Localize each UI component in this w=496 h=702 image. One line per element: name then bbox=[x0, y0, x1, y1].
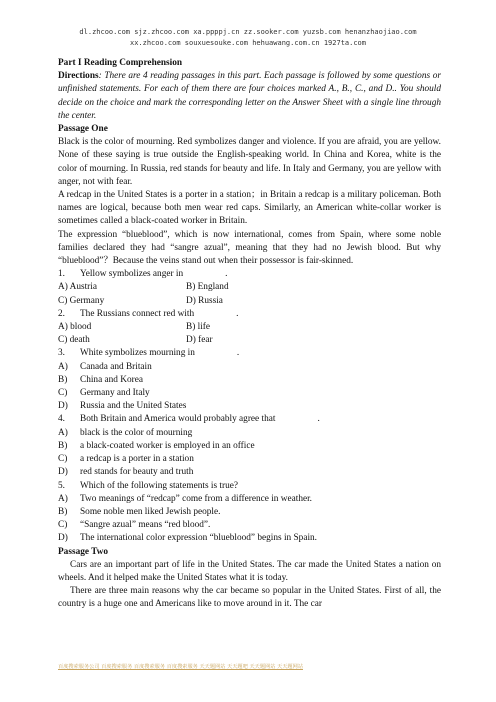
question-stem: Both Britain and America would probably agree that . bbox=[80, 414, 320, 425]
answer-option[interactable]: A) Canada and Britain bbox=[58, 361, 152, 372]
passage-one-paragraph: Black is the color of mourning. Red symbolizes danger and violence. If you are afraid, you are yellow. None of these saying is true outside the English-speaking world. In China and Korea, white is the color of mourning. In Russia, red stands for beauty and life. In Italy and Germany, you are yellow with anger, not with fear. bbox=[58, 137, 441, 187]
question-stem: Yellow symbolizes anger in . bbox=[80, 269, 228, 280]
directions-label: Directions bbox=[58, 71, 99, 82]
question-number: 4. bbox=[58, 414, 65, 425]
answer-option[interactable]: A) Two meanings of “redcap” come from a difference in weather. bbox=[58, 493, 313, 504]
question-2 bbox=[58, 308, 441, 321]
question-stem: White symbolizes mourning in . bbox=[80, 348, 240, 359]
footer-links[interactable]: 百度搜索服务公司 百度搜索服务 百度搜索服务 百度搜索服务 天天题网站 天天题吧 天天题网站 天天题网站 bbox=[58, 664, 303, 670]
question-2-options-row bbox=[58, 334, 441, 347]
answer-option[interactable]: C) a redcap is a porter in a station bbox=[58, 454, 194, 465]
passage-two-paragraph: There are three main reasons why the car became so popular in the United States. First of all, the country is a huge one and Americans like to move around in it. The car bbox=[58, 586, 441, 610]
passage-one-title: Passage One bbox=[58, 124, 108, 135]
header-links-line-1[interactable]: dl.zhcoo.com sjz.zhcoo.com xa.ppppj.cn zz.sooker.com yuzsb.com henanzhaojiao.com bbox=[79, 28, 417, 36]
answer-option[interactable]: D) Russia bbox=[186, 295, 223, 306]
answer-option[interactable]: D) fear bbox=[186, 335, 213, 346]
question-4 bbox=[58, 413, 441, 426]
answer-option[interactable]: B) England bbox=[186, 282, 229, 293]
answer-option[interactable]: B) life bbox=[186, 322, 211, 333]
document-body bbox=[58, 57, 441, 612]
page-header bbox=[0, 27, 496, 49]
question-number: 3. bbox=[58, 348, 65, 359]
question-1-options-row bbox=[58, 295, 441, 308]
passage-two-title: Passage Two bbox=[58, 546, 109, 557]
question-3 bbox=[58, 347, 441, 360]
question-stem: Which of the following statements is true? bbox=[80, 480, 239, 491]
section-title: Part I Reading Comprehension bbox=[58, 58, 183, 68]
answer-option[interactable]: B) a black-coated worker is employed in an office bbox=[58, 440, 255, 451]
passage-one-paragraph: A redcap in the United States is a porter in a station；in Britain a redcap is a military policeman. Both names are logical, because both men wear red caps. Similarly, an American white-collar worker is sometimes called a black-coated worker in Britain. bbox=[58, 190, 441, 227]
question-number: 5. bbox=[58, 480, 65, 491]
answer-option[interactable]: B) China and Korea bbox=[58, 374, 143, 385]
header-links-line-2[interactable]: xx.zhcoo.com souxuesouke.com hehuawang.com.cn 1927ta.com bbox=[129, 39, 366, 47]
question-stem: The Russians connect red with . bbox=[80, 308, 239, 319]
answer-option[interactable]: C) Germany bbox=[58, 295, 105, 306]
answer-option[interactable]: A) Austria bbox=[58, 282, 97, 293]
passage-one-paragraph: The expression “blueblood”, which is now international, comes from Spain, where some noble families declared they had “sangre azual”, meaning that they had no Jewish blood. But why “blueblood”？Because the veins stand out when their possessor is fair-skinned. bbox=[58, 229, 441, 267]
question-5 bbox=[58, 480, 441, 493]
question-number: 1. bbox=[58, 269, 65, 280]
directions-text: : There are 4 reading passages in this part. Each passage is followed by some questions or unfinished statements. For each of them there are four choices marked A., B., C., and D.. You should decide on the choice and mark the corresponding letter on the Answer Sheet with a single line through the center. bbox=[58, 71, 441, 121]
answer-option[interactable]: C) “Sangre azual” means “red blood”. bbox=[58, 520, 211, 531]
passage-two-paragraph: Cars are an important part of life in the United States. The car made the United States a nation on wheels. And it helped make the United States what it is today. bbox=[58, 559, 441, 583]
question-2-options-row bbox=[58, 321, 441, 334]
answer-option[interactable]: D) red stands for beauty and truth bbox=[58, 467, 194, 478]
answer-option[interactable]: B) Some noble men liked Jewish people. bbox=[58, 506, 221, 517]
answer-option[interactable]: A) black is the color of mourning bbox=[58, 427, 193, 438]
question-1 bbox=[58, 268, 441, 281]
answer-option[interactable]: C) Germany and Italy bbox=[58, 388, 150, 399]
answer-option[interactable]: C) death bbox=[58, 335, 90, 346]
answer-option[interactable]: D) Russia and the United States bbox=[58, 401, 187, 412]
question-1-options-row bbox=[58, 281, 441, 294]
directions-paragraph bbox=[58, 70, 441, 123]
answer-option[interactable]: D) The international color expression “blueblood” begins in Spain. bbox=[58, 533, 318, 544]
question-number: 2. bbox=[58, 308, 65, 319]
answer-option[interactable]: A) blood bbox=[58, 322, 92, 333]
